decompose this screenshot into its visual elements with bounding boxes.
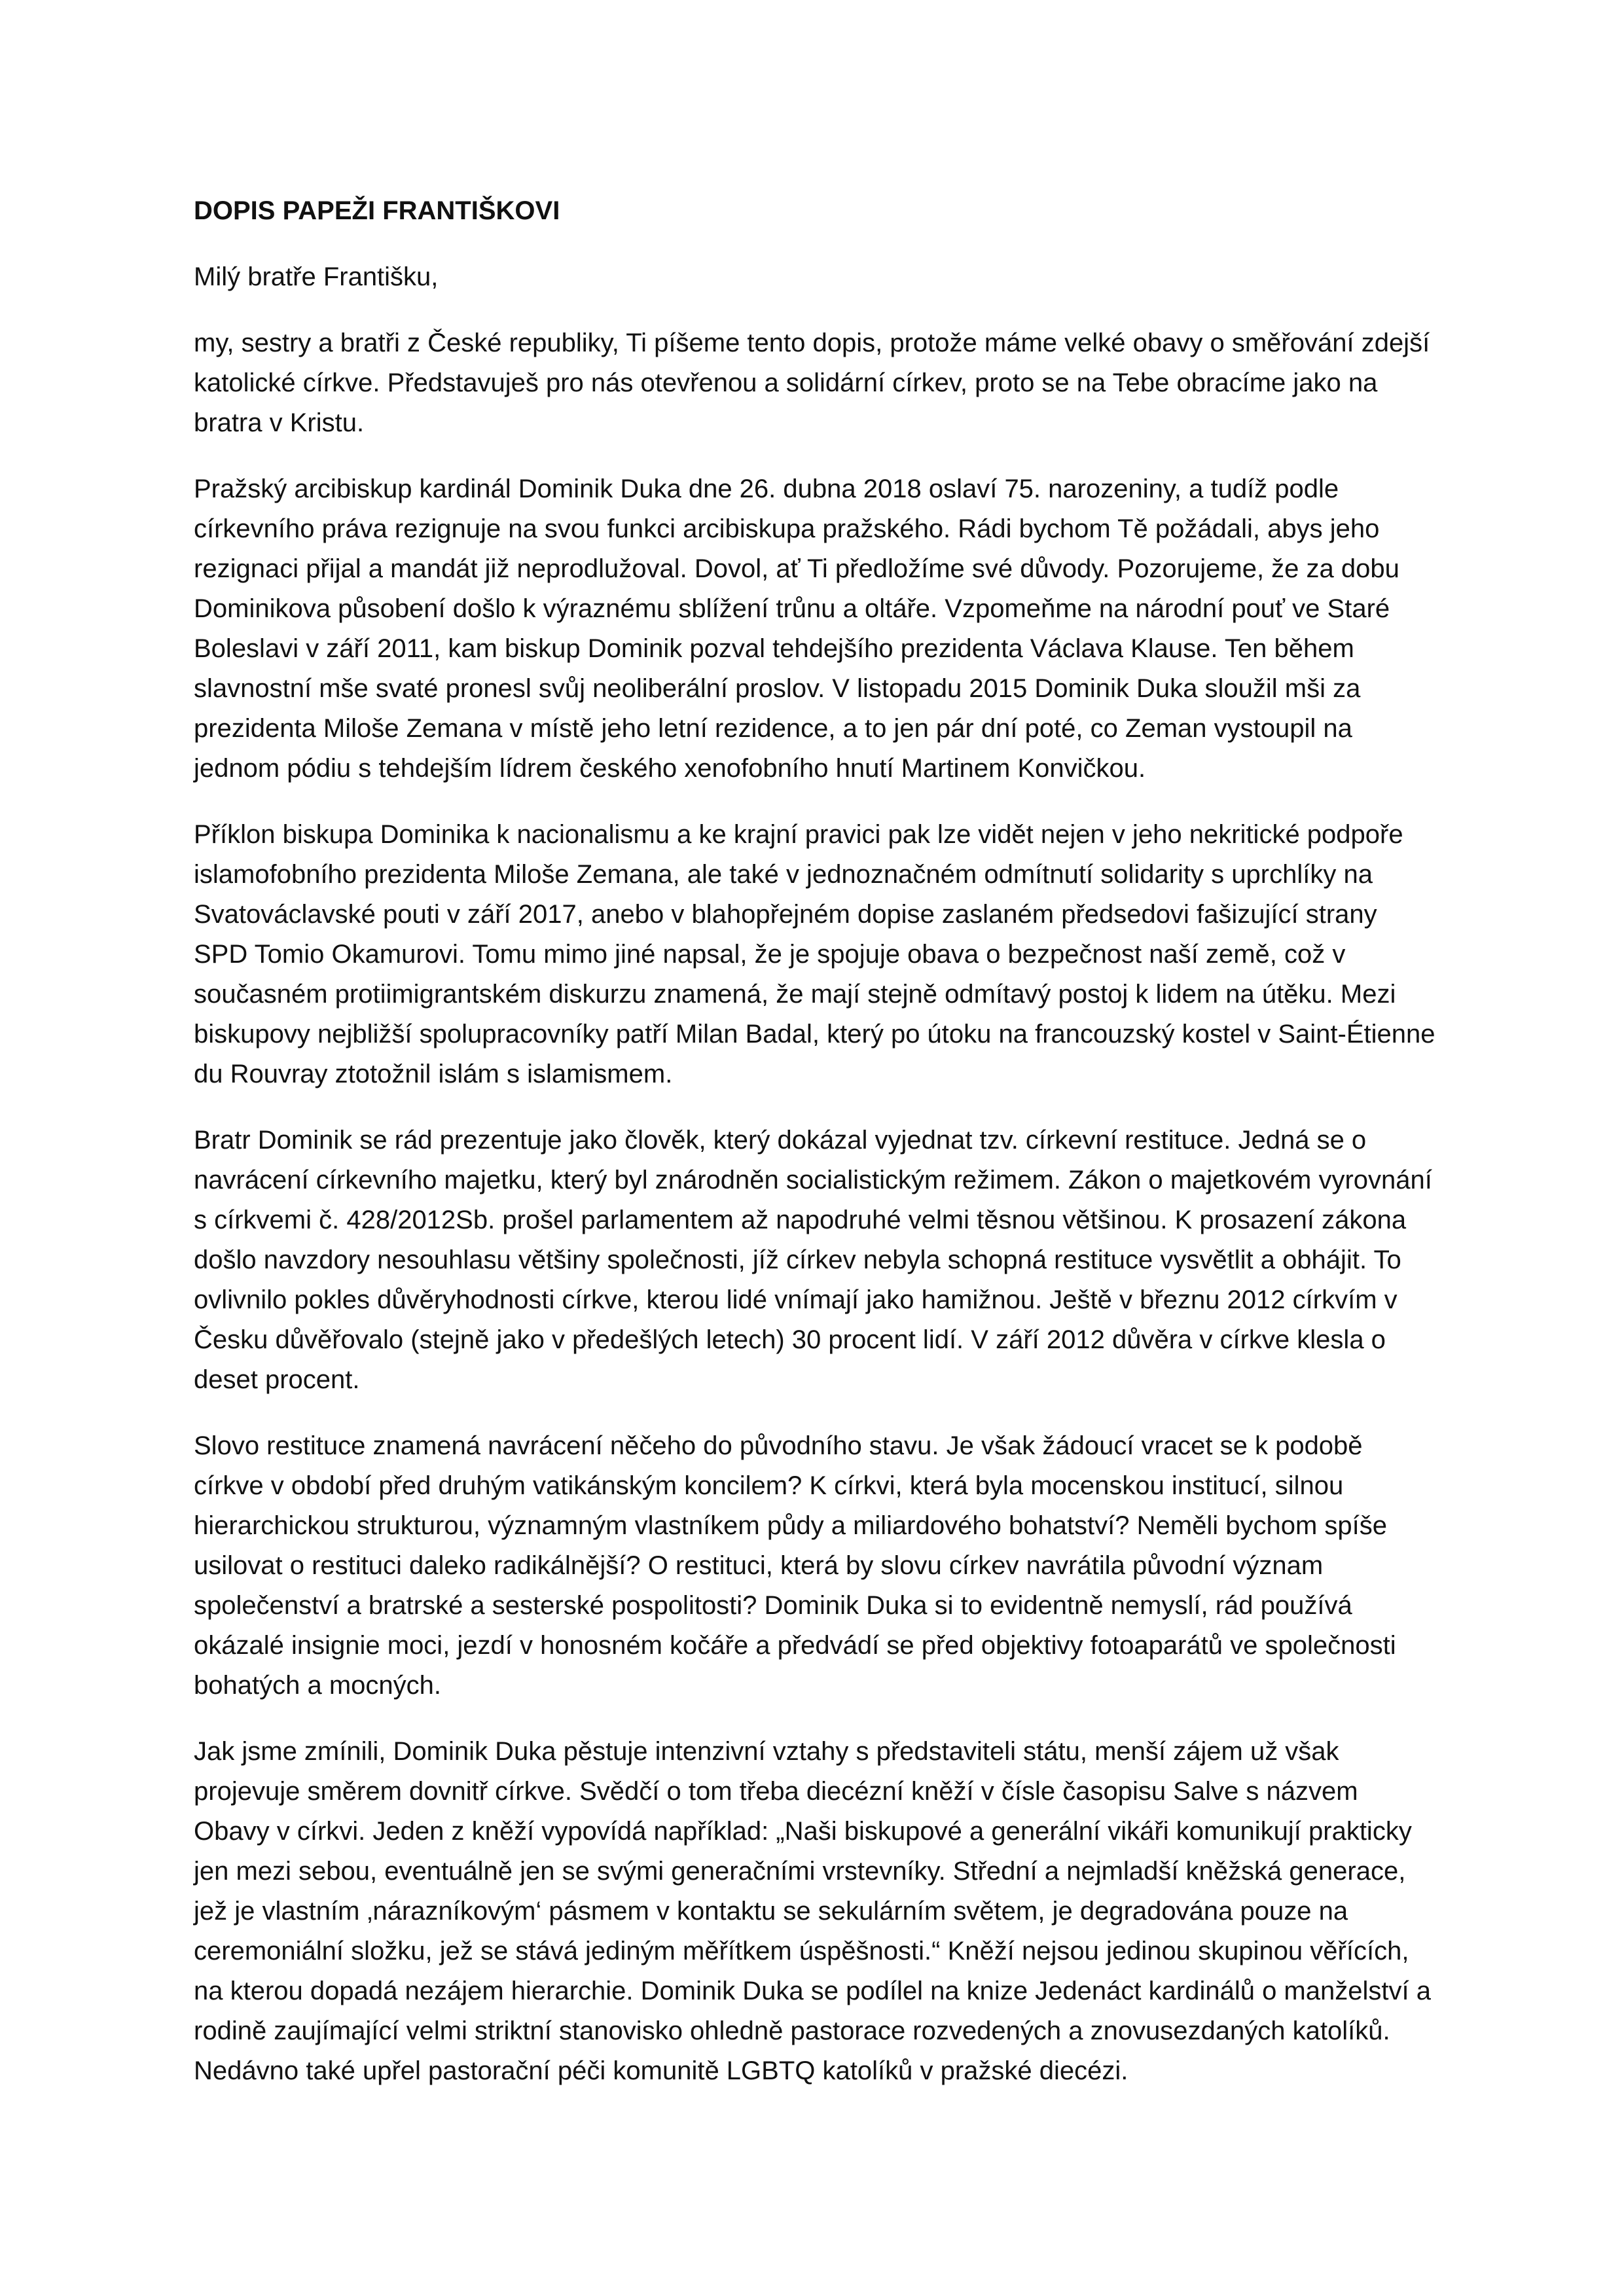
- document-body: [194, 191, 1437, 2117]
- paragraph-3: Příklon biskupa Dominika k nacionalismu a ke krajní pravici pak lze vidět nejen v jeho nekritické podpoře islamofobního prezidenta Miloše Zemana, ale také v jednoznačném odmítnutí solidarity s uprchlíky na Svatováclavské pouti v září 2017, anebo v blahopřejném dopise zaslaném předsedovi fašizující strany SPD Tomio Okamurovi. Tomu mimo jiné napsal, že je spojuje obava o bezpečnost naší země, což v současném protiimigrantském diskurzu znamená, že mají stejně odmítavý postoj k lidem na útěku. Mezi biskupovy nejbližší spolupracovníky patří Milan Badal, který po útoku na francouzský kostel v Saint-Étienne du Rouvray ztotožnil islám s islamismem.: [194, 820, 1435, 1088]
- salutation: Milý bratře Františku,: [194, 262, 439, 291]
- paragraph-1: my, sestry a bratři z České republiky, Ti píšeme tento dopis, protože máme velké obavy o směřování zdejší katolické církve. Představuješ pro nás otevřenou a solidární církev, proto se na Tebe obracíme jako na bratra v Kristu.: [194, 329, 1430, 437]
- paragraph-4: Bratr Dominik se rád prezentuje jako člověk, který dokázal vyjednat tzv. církevní restituce. Jedná se o navrácení církevního majetku, který byl znárodněn socialistickým režimem. Zákon o majetkovém vyrovnání s církvemi č. 428/2012Sb. prošel parlamentem až napodruhé velmi těsnou většinou. K prosazení zákona došlo navzdory nesouhlasu většiny společnosti, jíž církev nebyla schopná restituce vysvětlit a obhájit. To ovlivnilo pokles důvěryhodnosti církve, kterou lidé vnímají jako hamižnou. Ještě v březnu 2012 církvím v Česku důvěřovalo (stejně jako v předešlých letech) 30 procent lidí. V září 2012 důvěra v církve klesla o deset procent.: [194, 1126, 1432, 1394]
- document-title: DOPIS PAPEŽI FRANTIŠKOVI: [194, 196, 560, 225]
- paragraph-2: Pražský arcibiskup kardinál Dominik Duka dne 26. dubna 2018 oslaví 75. narozeniny, a tudíž podle církevního práva rezignuje na svou funkci arcibiskupa pražského. Rádi bychom Tě požádali, abys jeho rezignaci přijal a mandát již neprodlužoval. Dovol, ať Ti předložíme své důvody. Pozorujeme, že za dobu Dominikova působení došlo k výraznému sblížení trůnu a oltáře. Vzpomeňme na národní pouť ve Staré Boleslavi v září 2011, kam biskup Dominik pozval tehdejšího prezidenta Václava Klause. Ten během slavnostní mše svaté pronesl svůj neoliberální proslov. V listopadu 2015 Dominik Duka sloužil mši za prezidenta Miloše Zemana v místě jeho letní rezidence, a to jen pár dní poté, co Zeman vystoupil na jednom pódiu s tehdejším lídrem českého xenofobního hnutí Martinem Konvičkou.: [194, 475, 1399, 783]
- paragraph-6: Jak jsme zmínili, Dominik Duka pěstuje intenzivní vztahy s představiteli státu, menší zájem už však projevuje směrem dovnitř církve. Svědčí o tom třeba diecézní kněží v čísle časopisu Salve s názvem Obavy v církvi. Jeden z kněží vypovídá například: „Naši biskupové a generální vikáři komunikují prakticky jen mezi sebou, eventuálně jen se svými generačními vrstevníky. Střední a nejmladší kněžská generace, jež je vlastním ‚nárazníkovým‘ pásmem v kontaktu se sekulárním světem, je degradována pouze na ceremoniální složku, jež se stává jediným měřítkem úspěšnosti.“ Kněží nejsou jedinou skupinou věřících, na kterou dopadá nezájem hierarchie. Dominik Duka se podílel na knize Jedenáct kardinálů o manželství a rodině zaujímající velmi striktní stanovisko ohledně pastorace rozvedených a znovusezdaných katolíků. Nedávno také upřel pastorační péči komunitě LGBTQ katolíků v pražské diecézi.: [194, 1737, 1431, 2085]
- paragraph-5: Slovo restituce znamená navrácení něčeho do původního stavu. Je však žádoucí vracet se k podobě církve v období před druhým vatikánským koncilem? K církvi, která byla mocenskou institucí, silnou hierarchickou strukturou, významným vlastníkem půdy a miliardového bohatství? Neměli bychom spíše usilovat o restituci daleko radikálnější? O restituci, která by slovu církev navrátila původní význam společenství a bratrské a sesterské pospolitosti? Dominik Duka si to evidentně nemyslí, rád používá okázalé insignie moci, jezdí v honosném kočáře a předvádí se před objektivy fotoaparátů ve společnosti bohatých a mocných.: [194, 1431, 1396, 1700]
